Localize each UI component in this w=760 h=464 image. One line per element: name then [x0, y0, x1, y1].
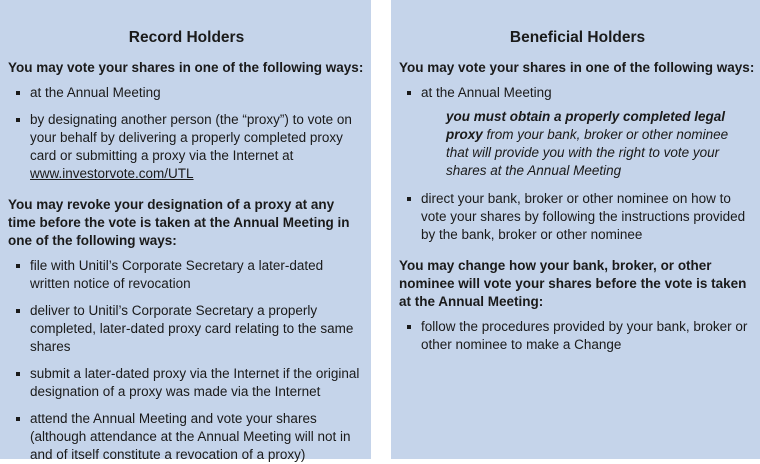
legal-proxy-note-bold: you must obtain a properly completed legal proxy — [446, 109, 726, 142]
list-item — [8, 111, 365, 183]
record-revoke-list — [8, 257, 365, 464]
list-item: at the Annual Meeting — [399, 84, 756, 102]
legal-proxy-note — [399, 108, 756, 180]
beneficial-vote-list — [399, 84, 756, 102]
record-holders-title: Record Holders — [128, 29, 245, 46]
beneficial-holders-panel — [391, 0, 760, 459]
list-item-text: by designating another person (the “proxy”) to vote on your behalf by delivering a properly completed proxy card or submitting a proxy via the Internet at — [30, 112, 352, 163]
list-item: direct your bank, broker or other nominee on how to vote your shares by following the instructions provided by the bank, broker or other nominee — [399, 190, 756, 244]
list-item: submit a later-dated proxy via the Internet if the original designation of a proxy was made via the Internet — [8, 365, 365, 401]
list-item: at the Annual Meeting — [8, 84, 365, 102]
investorvote-link[interactable]: www.investorvote.com/UTL — [30, 166, 194, 181]
record-vote-list — [8, 84, 365, 183]
beneficial-change-heading: You may change how your bank, broker, or other nominee will vote your shares before the vote is taken at the Annual Meeting: — [399, 258, 747, 309]
beneficial-holders-title: Beneficial Holders — [509, 29, 646, 46]
beneficial-change-list — [399, 318, 756, 354]
record-revoke-heading: You may revoke your designation of a proxy at any time before the vote is taken at the Annual Meeting in one of the following ways: — [8, 197, 350, 248]
beneficial-vote-list-2 — [399, 190, 756, 244]
list-item: file with Unitil’s Corporate Secretary a later-dated written notice of revocation — [8, 257, 365, 293]
list-item: follow the procedures provided by your bank, broker or other nominee to make a Change — [399, 318, 756, 354]
list-item: deliver to Unitil’s Corporate Secretary a properly completed, later-dated proxy card relating to the same shares — [8, 302, 365, 356]
legal-proxy-note-rest: from your bank, broker or other nominee that will provide you with the right to vote your shares at the Annual Meeting — [446, 127, 729, 178]
record-vote-heading: You may vote your shares in one of the following ways: — [8, 60, 364, 75]
list-item: attend the Annual Meeting and vote your shares (although attendance at the Annual Meeting will not in and of itself constitute a revocation of a proxy) — [8, 410, 365, 464]
beneficial-vote-heading: You may vote your shares in one of the following ways: — [399, 60, 755, 75]
record-holders-panel — [0, 0, 371, 462]
